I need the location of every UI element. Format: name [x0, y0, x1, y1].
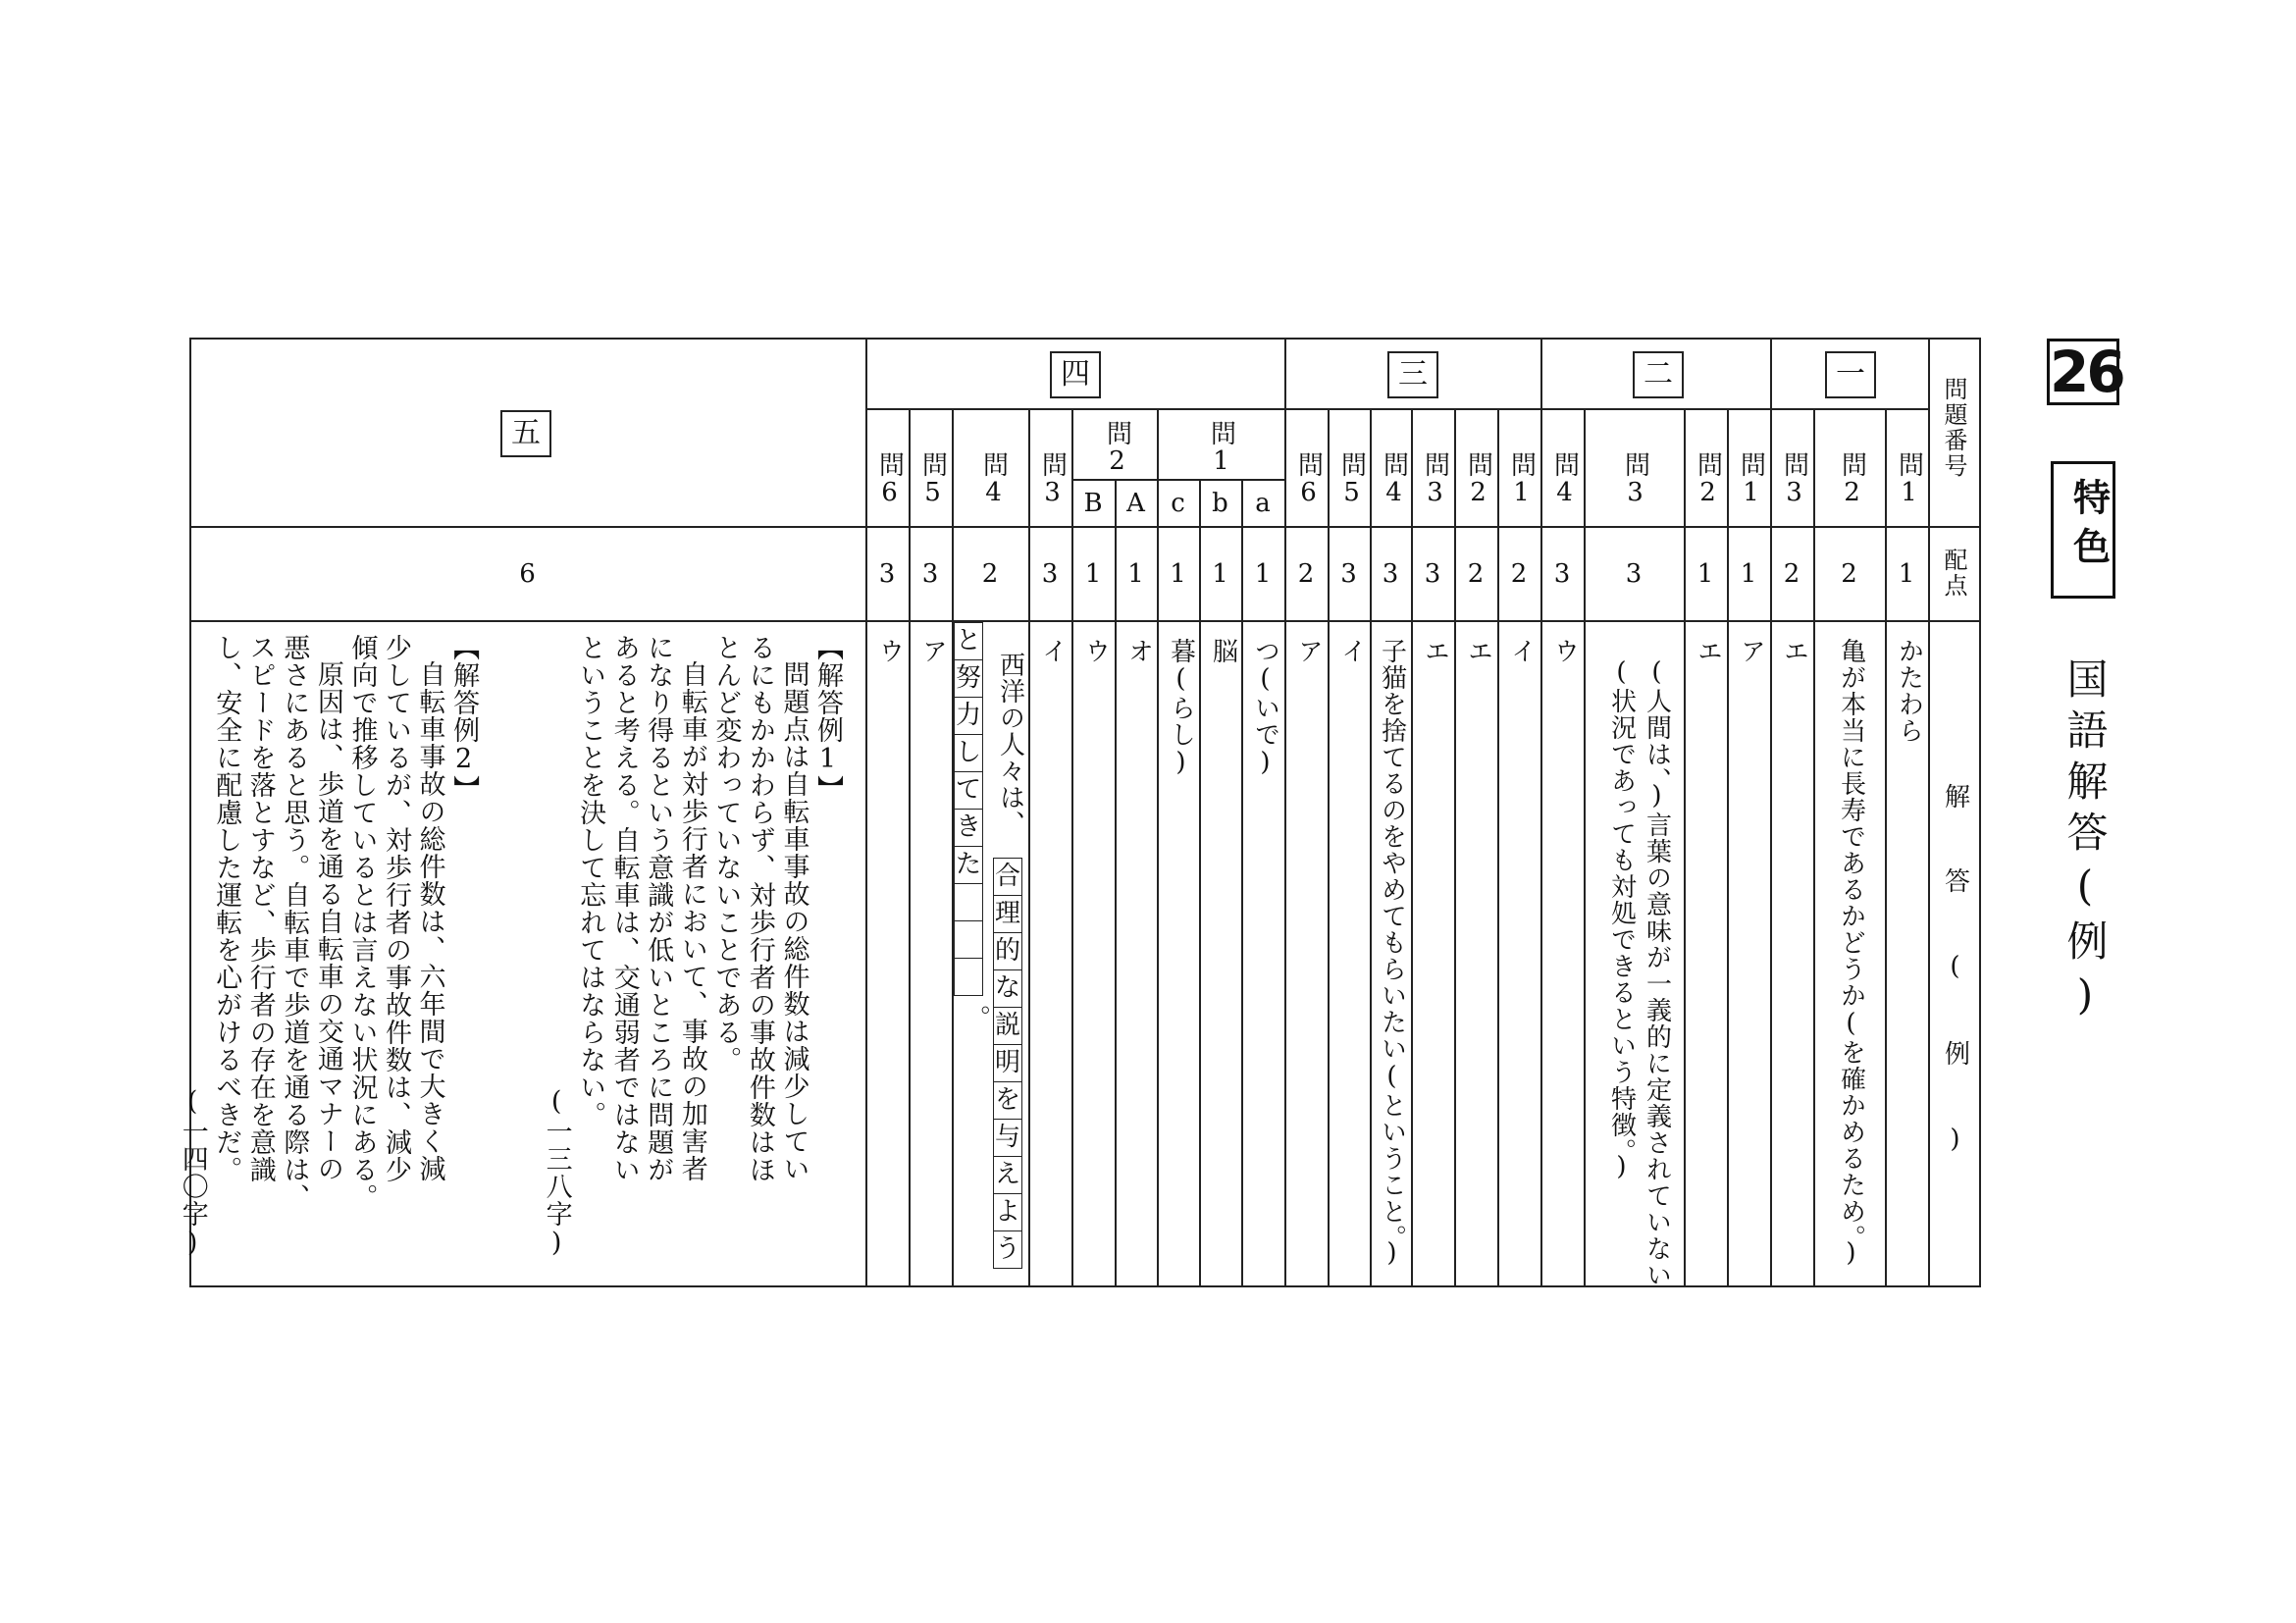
essay-line: スピードを落とすなど、歩行者の存在を意識: [244, 634, 276, 1183]
q-label: 問1: [1736, 451, 1766, 508]
answer-text: かたわら: [1894, 638, 1924, 744]
answer-text: エ: [1463, 638, 1493, 664]
grid-cell: 努: [954, 659, 983, 698]
essay-line: 自転車事故の総件数は、六年間で大きく減: [414, 660, 445, 1182]
q-label: 問6: [874, 451, 905, 508]
q-label: 問6: [1293, 451, 1324, 508]
answer-text: ア: [1736, 638, 1766, 664]
points-value: 6: [519, 559, 536, 589]
points-value: 3: [1340, 559, 1357, 589]
points-value: 1: [1254, 559, 1272, 589]
points-value: 2: [1510, 559, 1528, 589]
q-label: 問2: [1463, 451, 1493, 508]
answer-text: 暮(らし): [1166, 638, 1196, 778]
points-value: 1: [1898, 559, 1915, 589]
points-value: 3: [1424, 559, 1441, 589]
points-value: 1: [1084, 559, 1102, 589]
grid-cell: [954, 920, 983, 959]
s3-left-rule: [1284, 338, 1286, 1287]
grid-cell: 力: [954, 697, 983, 735]
grid-cell: よ: [993, 1193, 1022, 1231]
essay-line: し、安全に配慮した運転を心がけるべきだ。: [211, 634, 242, 1183]
answer-text: ウ: [1549, 638, 1580, 664]
q-label: 問3: [1779, 451, 1809, 508]
s1-left-rule: [1770, 338, 1772, 1287]
answer-text-line1: (人間は、)言葉の意味が一義的に定義されていない: [1642, 657, 1672, 1288]
answer-text: イ: [1336, 638, 1367, 664]
grid-cell: た: [954, 846, 983, 884]
row-header-answer: 解答(例): [1940, 783, 1970, 1213]
essay-answer-examples: [177, 634, 844, 1272]
grid-cell: [954, 958, 983, 996]
special-badge: [2051, 461, 2115, 599]
q-label: 問2: [1837, 451, 1867, 508]
example1-title: 【解答例1】: [812, 634, 843, 803]
example1-char-count: (一三八字): [541, 1085, 572, 1259]
s4-left-rule: [865, 338, 867, 1287]
section-label-4: 四: [1050, 351, 1101, 398]
q-label: 問3: [1420, 451, 1450, 508]
grid-cell: な: [993, 969, 1022, 1008]
points-value: 2: [1841, 559, 1857, 589]
header-col-rule: [1928, 338, 1930, 1287]
answer-text: エ: [1420, 638, 1450, 664]
q-label: 問2: [1693, 451, 1723, 508]
q-label: 問1: [1506, 451, 1537, 508]
grid-cell: う: [993, 1230, 1022, 1269]
grid-cell: し: [954, 734, 983, 772]
section-label-1: 一: [1825, 351, 1876, 398]
grid-cell: を: [993, 1081, 1022, 1120]
special-badge-text: 特色: [2066, 478, 2112, 576]
essay-line: とんど変わっていないことである。: [710, 634, 742, 1073]
q4-prefix: 西洋の人々は、: [995, 652, 1025, 837]
section-header-rule: [865, 408, 1928, 410]
grid-cell: 与: [993, 1119, 1022, 1157]
q-label: 問5: [917, 451, 948, 508]
essay-line: ということを決して忘れてはならない。: [575, 634, 606, 1128]
essay-line: 原因は、歩道を通る自転車の交通マナーの: [312, 660, 343, 1182]
row-header-points: 配点: [1940, 548, 1967, 599]
q-label: 問1: [1206, 420, 1236, 477]
sub-label: b: [1212, 489, 1228, 518]
page-title: 国語解答(例): [2061, 657, 2110, 1028]
points-value: 2: [1783, 559, 1800, 589]
grid-cell: [954, 883, 983, 921]
points-row-top-rule: [189, 526, 1981, 528]
section-label-3: 三: [1387, 351, 1438, 398]
answer-text: イ: [1506, 638, 1537, 664]
example2-title: 【解答例2】: [448, 634, 480, 803]
exam-number-box: [2047, 339, 2123, 405]
essay-line: るにもかかわらず、対歩行者の事故件数はほ: [744, 634, 775, 1183]
essay-line: 悪さにあると思う。自転車で歩道を通る際は、: [279, 634, 310, 1211]
example2-char-count: (一四〇字): [177, 1085, 208, 1259]
sub-label: a: [1255, 489, 1271, 518]
points-value: 3: [1625, 559, 1643, 589]
points-value: 3: [1553, 559, 1571, 589]
essay-line: になり得るという意識が低いところに問題が: [643, 634, 674, 1183]
points-value: 1: [1696, 559, 1714, 589]
grid-cell: と: [954, 622, 983, 660]
answer-text: 子猫を捨てるのをやめてもらいたい(ということ。): [1377, 638, 1407, 1269]
grid-cell: き: [954, 809, 983, 847]
exam-number: 26: [2050, 339, 2123, 405]
answer-text: つ(いで): [1250, 638, 1280, 778]
points-value: 2: [1467, 559, 1485, 589]
sub-label: B: [1083, 489, 1103, 518]
grid-cell: 的: [993, 932, 1022, 970]
grid-cell: 説: [993, 1007, 1022, 1045]
answer-text: イ: [1037, 638, 1068, 664]
answer-text: ア: [1293, 638, 1324, 664]
essay-line: 問題点は自転車事故の総件数は減少してい: [778, 660, 809, 1182]
answer-text: エ: [1693, 638, 1723, 664]
q4-suffix: 。: [961, 1005, 991, 1031]
points-value: 3: [921, 559, 939, 589]
answer-text: ア: [917, 638, 948, 664]
s2-left-rule: [1540, 338, 1542, 1287]
q-label: 問2: [1102, 420, 1132, 477]
points-value: 3: [878, 559, 896, 589]
answer-row-top-rule: [189, 620, 1981, 622]
q-label: 問5: [1336, 451, 1367, 508]
sub-label: c: [1171, 489, 1185, 518]
section-label-5: 五: [500, 410, 551, 457]
q-label: 問4: [1549, 451, 1580, 508]
answer-text-line2: (状況であっても対処できるという特徴。): [1606, 657, 1637, 1182]
grid-cell: 明: [993, 1044, 1022, 1082]
section-label-2: 二: [1633, 351, 1684, 398]
sub-question-rule: [1071, 479, 1284, 481]
points-value: 2: [1297, 559, 1315, 589]
grid-cell: 合: [993, 858, 1022, 896]
answer-text: オ: [1123, 638, 1154, 664]
points-value: 3: [1382, 559, 1399, 589]
points-value: 1: [1740, 559, 1757, 589]
points-value: 1: [1170, 559, 1186, 589]
grid-cell: え: [993, 1156, 1022, 1194]
q-label: 問1: [1894, 451, 1924, 508]
answer-text: 亀が本当に長寿であるかどうか(を確かめるため。): [1836, 638, 1866, 1269]
points-value: 3: [1041, 559, 1059, 589]
essay-line: 少しているが、対歩行者の事故件数は、減少: [380, 634, 411, 1183]
points-value: 2: [981, 559, 999, 589]
q-label: 問3: [1037, 451, 1068, 508]
answer-text: エ: [1779, 638, 1809, 664]
essay-line: 傾向で推移しているとは言えない状況にある。: [346, 634, 378, 1211]
q-label: 問4: [978, 451, 1009, 508]
points-value: 1: [1212, 559, 1228, 589]
q-label: 問3: [1620, 451, 1650, 508]
sub-label: A: [1126, 489, 1145, 518]
points-value: 1: [1127, 559, 1144, 589]
answer-text: 脳: [1208, 638, 1238, 664]
essay-line: あると考える。自転車は、交通弱者ではない: [608, 634, 640, 1183]
answer-text: ウ: [1080, 638, 1111, 664]
grid-cell: て: [954, 771, 983, 810]
essay-line: 自転車が対歩行者において、事故の加害者: [676, 660, 707, 1182]
grid-cell: 理: [993, 895, 1022, 933]
row-header-question-no: 問題番号: [1940, 377, 1967, 479]
answer-text: ウ: [874, 638, 905, 664]
q-label: 問4: [1379, 451, 1409, 508]
